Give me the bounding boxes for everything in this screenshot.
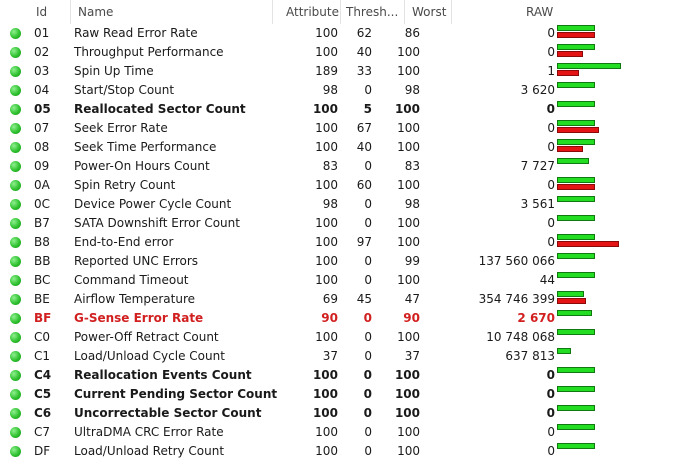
threshold-value: 33 (356, 64, 372, 78)
attribute-name: Load/Unload Cycle Count (74, 349, 225, 363)
attribute-value: 100 (315, 121, 338, 135)
status-ok-icon (10, 218, 21, 229)
raw-value: 0 (546, 387, 555, 401)
raw-value: 0 (546, 368, 555, 382)
attribute-level-bar (557, 234, 595, 240)
status-ok-icon (10, 427, 21, 438)
worst-value: 100 (397, 235, 420, 249)
attribute-level-bar (557, 177, 595, 183)
table-row[interactable] (0, 157, 685, 176)
attribute-level-bar (557, 215, 595, 221)
threshold-value: 67 (356, 121, 372, 135)
worst-value: 86 (404, 26, 420, 40)
attribute-level-bar (557, 120, 595, 126)
raw-value: 0 (547, 235, 555, 249)
attribute-id: 01 (34, 26, 50, 40)
threshold-level-bar (557, 184, 595, 190)
attribute-value: 100 (315, 444, 338, 458)
attribute-value: 98 (322, 197, 338, 211)
attribute-name: Power-On Hours Count (74, 159, 210, 173)
raw-value: 637 813 (505, 349, 555, 363)
raw-value: 0 (547, 140, 555, 154)
status-ok-icon (10, 142, 21, 153)
attribute-level-bar (557, 253, 595, 259)
threshold-value: 0 (364, 254, 372, 268)
threshold-level-bar (557, 70, 579, 76)
attribute-value: 90 (321, 311, 338, 325)
attribute-value: 100 (312, 102, 338, 116)
status-ok-icon (10, 332, 21, 343)
table-row[interactable] (0, 43, 685, 62)
attribute-level-bar (557, 386, 595, 392)
raw-value: 137 560 066 (478, 254, 555, 268)
status-ok-icon (10, 199, 21, 210)
status-ok-icon (10, 351, 21, 362)
threshold-value: 0 (364, 83, 372, 97)
attribute-id: C5 (34, 387, 52, 401)
threshold-level-bar (557, 241, 619, 247)
attribute-id: BE (34, 292, 50, 306)
worst-value: 99 (404, 254, 420, 268)
attribute-level-bar (557, 405, 595, 411)
worst-value: 100 (397, 64, 420, 78)
threshold-level-bar (557, 127, 599, 133)
worst-value: 98 (404, 197, 420, 211)
attribute-name: Spin Retry Count (74, 178, 176, 192)
attribute-id: 03 (34, 64, 50, 78)
attribute-level-bar (557, 348, 571, 354)
column-header-attribute[interactable]: Attribute (286, 5, 339, 19)
threshold-value: 0 (364, 444, 372, 458)
attribute-id: BB (34, 254, 51, 268)
worst-value: 100 (397, 273, 420, 287)
threshold-value: 97 (356, 235, 372, 249)
attribute-level-bar (557, 82, 595, 88)
attribute-level-bar (557, 272, 595, 278)
attribute-name: Throughput Performance (74, 45, 224, 59)
table-row[interactable] (0, 81, 685, 100)
worst-value: 100 (397, 330, 420, 344)
attribute-level-bar (557, 25, 595, 31)
threshold-level-bar (557, 298, 586, 304)
raw-value: 1 (547, 64, 555, 78)
attribute-id: 02 (34, 45, 50, 59)
worst-value: 100 (397, 45, 420, 59)
attribute-id: C1 (34, 349, 51, 363)
attribute-id: 09 (34, 159, 50, 173)
threshold-value: 0 (364, 159, 372, 173)
worst-value: 100 (394, 368, 420, 382)
attribute-name: Power-Off Retract Count (74, 330, 219, 344)
table-row[interactable] (0, 290, 685, 309)
status-ok-icon (10, 66, 21, 77)
attribute-name: Reallocation Events Count (74, 368, 252, 382)
status-ok-icon (10, 294, 21, 305)
attribute-id: 08 (34, 140, 50, 154)
attribute-name: Device Power Cycle Count (74, 197, 232, 211)
threshold-value: 0 (364, 425, 372, 439)
worst-value: 100 (397, 140, 420, 154)
attribute-name: Start/Stop Count (74, 83, 175, 97)
status-ok-icon (10, 408, 21, 419)
table-header (0, 0, 685, 24)
raw-value: 44 (539, 273, 555, 287)
attribute-name: Command Timeout (74, 273, 189, 287)
table-row[interactable] (0, 309, 685, 328)
raw-value: 0 (547, 425, 555, 439)
attribute-value: 100 (315, 45, 338, 59)
table-row[interactable] (0, 385, 685, 404)
attribute-value: 100 (315, 178, 338, 192)
column-separator[interactable] (70, 0, 71, 24)
attribute-value: 100 (315, 140, 338, 154)
attribute-id: C4 (34, 368, 52, 382)
threshold-value: 0 (363, 311, 372, 325)
attribute-level-bar (557, 443, 595, 449)
column-separator[interactable] (451, 0, 452, 24)
attribute-name: Load/Unload Retry Count (74, 444, 225, 458)
attribute-id: C7 (34, 425, 51, 439)
table-row[interactable] (0, 328, 685, 347)
attribute-id: DF (34, 444, 51, 458)
table-row[interactable] (0, 214, 685, 233)
attribute-id: 0A (34, 178, 50, 192)
threshold-value: 0 (364, 273, 372, 287)
threshold-value: 0 (363, 387, 372, 401)
table-row[interactable] (0, 271, 685, 290)
attribute-value: 189 (315, 64, 338, 78)
attribute-value: 69 (322, 292, 338, 306)
worst-value: 100 (394, 102, 420, 116)
status-ok-icon (10, 104, 21, 115)
status-ok-icon (10, 275, 21, 286)
threshold-value: 0 (364, 197, 372, 211)
raw-value: 3 561 (520, 197, 555, 211)
attribute-level-bar (557, 63, 621, 69)
attribute-level-bar (557, 329, 595, 335)
attribute-name: Current Pending Sector Count (74, 387, 278, 401)
attribute-level-bar (557, 424, 595, 430)
threshold-value: 60 (356, 178, 372, 192)
table-row[interactable] (0, 404, 685, 423)
raw-value: 0 (547, 178, 555, 192)
table-row[interactable] (0, 100, 685, 119)
table-row[interactable] (0, 347, 685, 366)
attribute-name: UltraDMA CRC Error Rate (74, 425, 224, 439)
attribute-value: 37 (322, 349, 338, 363)
threshold-value: 40 (356, 140, 372, 154)
attribute-name: Uncorrectable Sector Count (74, 406, 262, 420)
column-header-threshold[interactable]: Thresh... (346, 5, 399, 19)
raw-value: 0 (546, 102, 555, 116)
attribute-id: 04 (34, 83, 50, 97)
raw-value: 0 (547, 26, 555, 40)
attribute-level-bar (557, 139, 595, 145)
table-row[interactable] (0, 423, 685, 442)
attribute-level-bar (557, 367, 595, 373)
attribute-name: Reported UNC Errors (74, 254, 199, 268)
worst-value: 100 (397, 444, 420, 458)
raw-value: 10 748 068 (486, 330, 555, 344)
table-row[interactable] (0, 366, 685, 385)
attribute-value: 100 (315, 216, 338, 230)
status-ok-icon (10, 28, 21, 39)
worst-value: 100 (397, 425, 420, 439)
attribute-level-bar (557, 196, 595, 202)
attribute-level-bar (557, 310, 592, 316)
attribute-name: Reallocated Sector Count (74, 102, 246, 116)
table-row[interactable] (0, 176, 685, 195)
status-ok-icon (10, 446, 21, 457)
attribute-name: Airflow Temperature (74, 292, 196, 306)
column-header-id[interactable]: Id (36, 5, 48, 19)
attribute-value: 100 (312, 387, 338, 401)
attribute-name: G-Sense Error Rate (74, 311, 204, 325)
worst-value: 47 (404, 292, 420, 306)
status-ok-icon (10, 389, 21, 400)
threshold-value: 0 (363, 406, 372, 420)
status-ok-icon (10, 47, 21, 58)
attribute-value: 100 (315, 254, 338, 268)
status-ok-icon (10, 161, 21, 172)
column-header-name[interactable]: Name (78, 5, 114, 19)
attribute-id: BC (34, 273, 51, 287)
attribute-value: 100 (312, 406, 338, 420)
worst-value: 37 (404, 349, 420, 363)
attribute-value: 98 (322, 83, 338, 97)
attribute-id: 07 (34, 121, 50, 135)
worst-value: 83 (404, 159, 420, 173)
raw-value: 3 620 (520, 83, 555, 97)
attribute-level-bar (557, 291, 584, 297)
raw-value: 0 (547, 45, 555, 59)
threshold-value: 5 (363, 102, 372, 116)
raw-value: 2 670 (517, 311, 555, 325)
threshold-level-bar (557, 146, 583, 152)
attribute-name: Spin Up Time (74, 64, 154, 78)
worst-value: 100 (397, 121, 420, 135)
column-header-raw[interactable]: RAW (526, 5, 554, 19)
table-row[interactable] (0, 62, 685, 81)
table-row[interactable] (0, 442, 685, 461)
attribute-level-bar (557, 44, 595, 50)
attribute-id: B7 (34, 216, 50, 230)
status-ok-icon (10, 313, 21, 324)
status-ok-icon (10, 123, 21, 134)
worst-value: 100 (394, 387, 420, 401)
threshold-level-bar (557, 51, 583, 57)
attribute-id: 0C (34, 197, 51, 211)
status-ok-icon (10, 237, 21, 248)
attribute-value: 100 (315, 26, 338, 40)
column-header-worst[interactable]: Worst (412, 5, 447, 19)
raw-value: 0 (547, 121, 555, 135)
threshold-value: 0 (364, 349, 372, 363)
threshold-level-bar (557, 32, 595, 38)
column-separator[interactable] (404, 0, 405, 24)
worst-value: 90 (403, 311, 420, 325)
raw-value: 354 746 399 (478, 292, 555, 306)
table-row[interactable] (0, 195, 685, 214)
threshold-value: 0 (363, 368, 372, 382)
status-ok-icon (10, 85, 21, 96)
raw-value: 0 (547, 444, 555, 458)
attribute-level-bar (557, 101, 595, 107)
table-row[interactable] (0, 24, 685, 43)
attribute-value: 83 (322, 159, 338, 173)
status-ok-icon (10, 180, 21, 191)
status-ok-icon (10, 370, 21, 381)
attribute-name: End-to-End error (74, 235, 174, 249)
attribute-id: C0 (34, 330, 51, 344)
threshold-value: 62 (356, 26, 372, 40)
column-separator[interactable] (340, 0, 341, 24)
attribute-id: C6 (34, 406, 52, 420)
threshold-value: 0 (364, 216, 372, 230)
raw-value: 7 727 (520, 159, 555, 173)
threshold-value: 45 (356, 292, 372, 306)
threshold-value: 40 (356, 45, 372, 59)
attribute-value: 100 (315, 425, 338, 439)
attribute-value: 100 (315, 273, 338, 287)
worst-value: 100 (397, 216, 420, 230)
attribute-value: 100 (315, 235, 338, 249)
raw-value: 0 (547, 216, 555, 230)
table-row[interactable] (0, 233, 685, 252)
table-row[interactable] (0, 138, 685, 157)
attribute-name: SATA Downshift Error Count (74, 216, 240, 230)
attribute-name: Seek Error Rate (74, 121, 168, 135)
worst-value: 98 (404, 83, 420, 97)
attribute-value: 100 (315, 330, 338, 344)
column-separator[interactable] (272, 0, 273, 24)
table-row[interactable] (0, 252, 685, 271)
attribute-id: BF (34, 311, 52, 325)
worst-value: 100 (394, 406, 420, 420)
attribute-id: B8 (34, 235, 50, 249)
threshold-value: 0 (364, 330, 372, 344)
attribute-id: 05 (34, 102, 51, 116)
attribute-level-bar (557, 158, 589, 164)
attribute-name: Raw Read Error Rate (74, 26, 198, 40)
worst-value: 100 (397, 178, 420, 192)
raw-value: 0 (546, 406, 555, 420)
status-ok-icon (10, 256, 21, 267)
attribute-name: Seek Time Performance (74, 140, 217, 154)
table-row[interactable] (0, 119, 685, 138)
attribute-value: 100 (312, 368, 338, 382)
